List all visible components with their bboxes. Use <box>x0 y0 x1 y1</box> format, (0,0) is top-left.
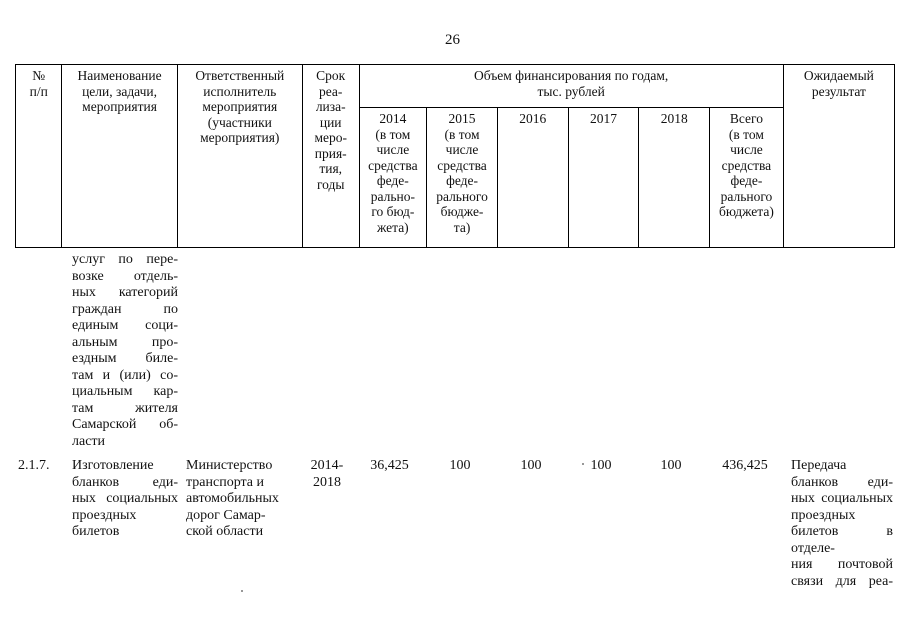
header-number: № п/п <box>16 65 62 248</box>
scan-speck <box>582 463 584 465</box>
header-name: Наименование цели, задачи, мероприятия <box>62 65 177 248</box>
value-2018: 100 <box>660 458 682 473</box>
table-header <box>15 64 895 248</box>
value-2015: 100 <box>449 458 471 473</box>
row-term: 2014- 2018 <box>310 458 344 490</box>
header-result: Ожидаемый результат <box>783 65 894 248</box>
header-financing: Объем финансирования по годам, тыс. рублей <box>359 65 783 108</box>
value-2016: 100 <box>520 458 542 473</box>
header-year-2014: 2014 (в том числе средства феде- рально- го бюд- жета) <box>359 108 427 248</box>
scan-speck <box>241 590 243 592</box>
row-result: Передача бланков еди- ных социальных проездных билетов в отделе- ния почтовой связи для реа- <box>791 458 893 589</box>
value-2017: 100 <box>590 458 612 473</box>
header-term: Срок реа- лиза- ции меро- прия- тия, годы <box>302 65 359 248</box>
header-year-2016: 2016 <box>497 108 568 248</box>
row-name: Изготовление бланков еди- ных социальных проездных билетов <box>72 458 178 539</box>
header-total: Всего (в том числе средства феде- рального бюджета) <box>710 108 784 248</box>
header-year-2018: 2018 <box>639 108 710 248</box>
row-executor: Министерство транспорта и автомобильных дорог Самар- ской области <box>186 458 279 539</box>
header-executor: Ответственный исполнитель мероприятия (участники мероприятия) <box>177 65 302 248</box>
continuation-text: услуг по пере- возке отдель- ных категорий граждан по единым соци- альным про- ездным биле- там и (или) со- циальным кар- там жителя Самарской об- ласти <box>72 252 178 449</box>
value-total: 436,425 <box>722 458 768 473</box>
header-year-2015: 2015 (в том числе средства феде- рального бюдже- та) <box>427 108 498 248</box>
page-number: 26 <box>445 32 460 48</box>
row-number: 2.1.7. <box>18 458 50 473</box>
header-year-2017: 2017 <box>568 108 639 248</box>
value-2014: 36,425 <box>370 458 409 473</box>
